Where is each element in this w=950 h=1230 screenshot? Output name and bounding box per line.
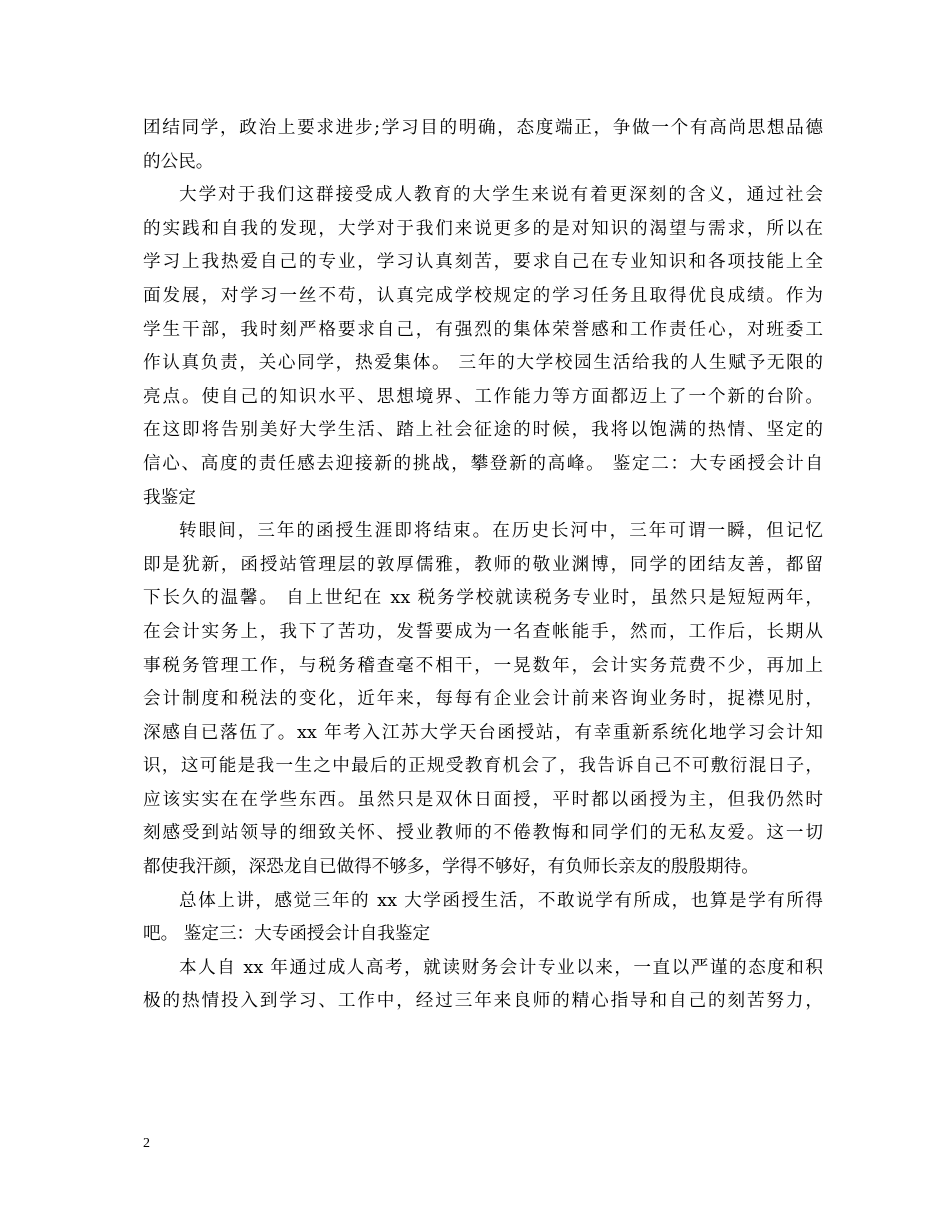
text-line: 事税务管理工作，与税务稽查毫不相干，一晃数年，会计实务荒费不少，再加上 (143, 655, 823, 676)
text-line: 学生干部，我时刻严格要求自己，有强烈的集体荣誉感和工作责任心，对班委工 (143, 319, 823, 340)
text-line: 极的热情投入到学习、工作中，经过三年来良师的精心指导和自己的刻苦努力， (143, 991, 823, 1012)
text-line: 面发展，对学习一丝不苟，认真完成学校规定的学习任务且取得优良成绩。作为 (143, 285, 823, 306)
text-line: 深感自已落伍了。xx 年考入江苏大学天台函授站，有幸重新系统化地学习会计知 (143, 722, 823, 743)
text-line: 即是犹新，函授站管理层的敦厚儒雅，教师的敬业渊博，同学的团结友善，都留 (143, 554, 823, 575)
text-line: 的实践和自我的发现，大学对于我们来说更多的是对知识的渴望与需求，所以在 (143, 218, 823, 239)
text-line: 大学对于我们这群接受成人教育的大学生来说有着更深刻的含义，通过社会 (179, 185, 823, 206)
text-line: 我鉴定 (143, 487, 196, 508)
text-line: 学习上我热爱自己的专业，学习认真刻苦，要求自己在专业知识和各项技能上全 (143, 252, 823, 273)
text-line: 下长久的温馨。 自上世纪在 xx 税务学校就读税务专业时，虽然只是短短两年， (143, 588, 823, 609)
text-line: 的公民。 (143, 151, 214, 172)
text-line: 本人自 xx 年通过成人高考，就读财务会计专业以来，一直以严谨的态度和积 (179, 957, 823, 978)
document-body (143, 112, 823, 1019)
text-line: 会计制度和税法的变化，近年来，每每有企业会计前来咨询业务时，捉襟见肘， (143, 689, 823, 710)
text-line: 转眼间，三年的函授生涯即将结束。在历史长河中，三年可谓一瞬，但记忆 (179, 521, 823, 542)
page-number: 2 (143, 1136, 150, 1151)
text-line: 信心、高度的责任感去迎接新的挑战，攀登新的高峰。 鉴定二：大专函授会计自 (143, 453, 823, 474)
text-line: 刻感受到站领导的细致关怀、授业教师的不倦教悔和同学们的无私友爱。这一切 (143, 823, 823, 844)
text-line: 团结同学，政治上要求进步;学习目的明确，态度端正，争做一个有高尚思想品德 (143, 118, 823, 138)
text-line: 吧。 鉴定三：大专函授会计自我鉴定 (143, 924, 431, 945)
text-line: 在这即将告别美好大学生活、踏上社会征途的时候，我将以饱满的热情、坚定的 (143, 420, 823, 441)
text-line: 应该实实在在学些东西。虽然只是双休日面授，平时都以函授为主，但我仍然时 (143, 789, 823, 810)
text-line: 在会计实务上，我下了苦功，发誓要成为一名查帐能手，然而，工作后，长期从 (143, 621, 823, 642)
text-line: 总体上讲，感觉三年的 xx 大学函授生活，不敢说学有所成，也算是学有所得 (179, 890, 823, 911)
text-line: 都使我汗颜，深恐龙自已做得不够多，学得不够好，有负师长亲友的殷殷期待。 (143, 857, 759, 878)
text-line: 识，这可能是我一生之中最后的正规受教育机会了，我告诉自己不可敷衍混日子， (143, 756, 823, 777)
text-line: 亮点。使自己的知识水平、思想境界、工作能力等方面都迈上了一个新的台阶。 (143, 386, 823, 407)
text-line: 作认真负责，关心同学，热爱集体。 三年的大学校园生活给我的人生赋予无限的 (143, 353, 823, 374)
